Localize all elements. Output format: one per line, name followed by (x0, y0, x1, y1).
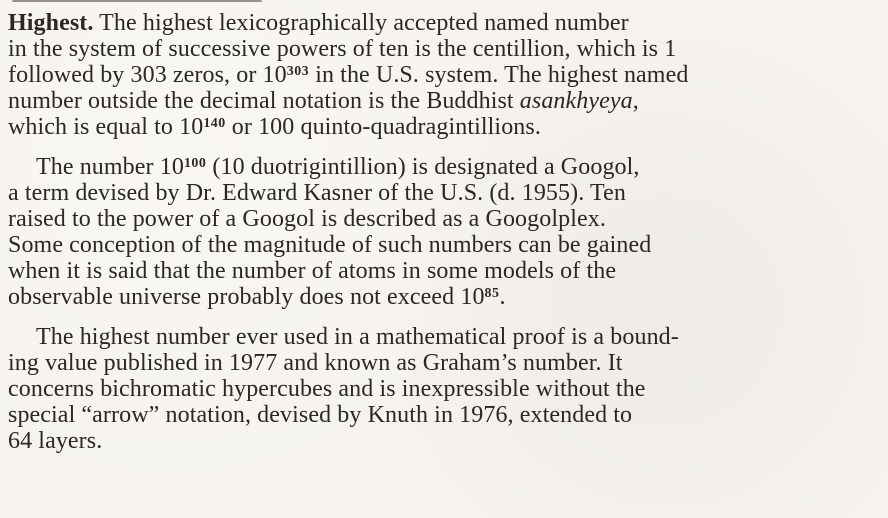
paragraph-grahams-number (8, 324, 862, 454)
text-line (8, 10, 862, 36)
text-run: number outside the decimal notation is the Buddhist (8, 88, 520, 114)
text-run: The number 10 (36, 154, 184, 180)
section-heading: Highest. (8, 10, 94, 36)
text-run: . (499, 284, 506, 310)
text-run: observable universe probably does not exceed 10 (8, 284, 485, 310)
text-run: The highest lexicographically accepted named number (93, 10, 629, 36)
cropped-previous-text-edge (12, 0, 262, 8)
text-line: special “arrow” notation, devised by Knuth in 1976, extended to (8, 402, 633, 428)
text-line (8, 114, 862, 140)
text-run: in the U.S. system. The highest named (309, 62, 689, 88)
text-line: in the system of successive powers of ten is the centillion, which is 1 (8, 36, 677, 62)
exponent: 85 (484, 286, 500, 302)
paragraph-highest (8, 10, 862, 140)
text-run: which is equal to 10 (8, 114, 204, 140)
text-line (8, 62, 862, 88)
exponent: 100 (183, 156, 207, 172)
text-line: Some conception of the magnitude of such numbers can be gained (8, 232, 652, 258)
text-run: (10 duotrigintillion) is designated a Googol, (206, 154, 640, 180)
text-run: , (632, 88, 639, 114)
text-line: concerns bichromatic hypercubes and is inexpressible without the (8, 376, 646, 402)
text-line: when it is said that the number of atoms in some models of the (8, 258, 617, 284)
text-line: 64 layers. (8, 428, 103, 454)
text-line: a term devised by Dr. Edward Kasner of the U.S. (d. 1955). Ten (8, 180, 626, 206)
text-run: followed by 303 zeros, or 10 (8, 62, 287, 88)
text-line (8, 284, 862, 310)
exponent: 140 (203, 116, 226, 132)
text-line: The highest number ever used in a mathematical proof is a bound- (36, 324, 679, 350)
text-line: raised to the power of a Googol is described as a Googolplex. (8, 206, 606, 232)
italic-term: asankhyeya (519, 88, 633, 114)
text-line: ing value published in 1977 and known as Graham’s number. It (8, 350, 623, 376)
text-run: or 100 quinto-quadragintillions. (225, 114, 541, 140)
exponent: 303 (286, 64, 310, 80)
text-line (8, 88, 862, 114)
paragraph-googol (8, 154, 862, 310)
text-line (8, 154, 862, 180)
